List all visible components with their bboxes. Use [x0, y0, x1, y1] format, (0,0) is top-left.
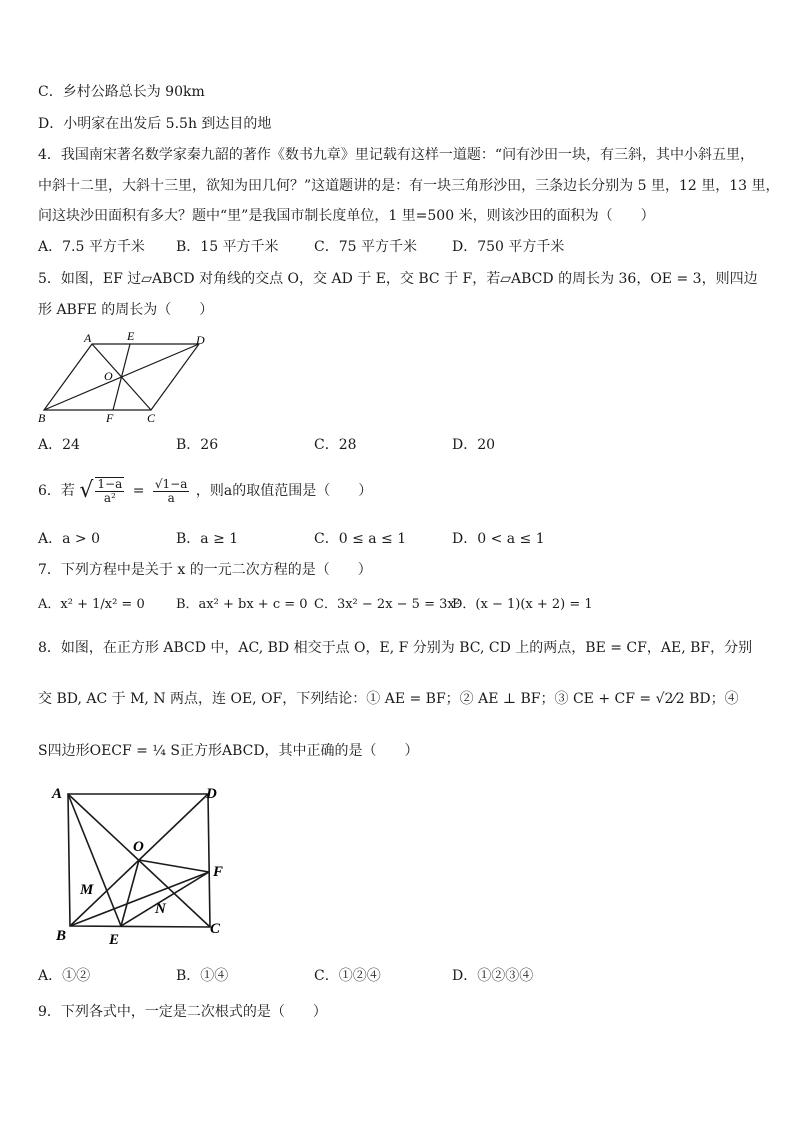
label-n: N — [155, 901, 166, 917]
q4-stem-line3: 问这块沙田面积有多大？题中“里”是我国市制长度单位，1 里=500 米，则该沙田的面积为（ ） — [38, 208, 655, 224]
q4-option-d: D．750 平方千米 — [452, 239, 565, 255]
q5-stem-line2: 形 ABFE 的周长为（ ） — [38, 302, 214, 318]
label-f: F — [213, 864, 224, 880]
q6-right-numerator: √1−a — [154, 476, 188, 491]
label-a: A — [52, 786, 63, 802]
q3-option-d: D．小明家在出发后 5.5h 到达目的地 — [38, 116, 272, 132]
label-d: D — [206, 786, 217, 802]
q8-option-d: D．①②③④ — [452, 968, 534, 984]
q7-option-d: D．(x − 1)(x + 2) = 1 — [452, 597, 593, 612]
label-d: D — [196, 333, 205, 347]
q4-option-a: A．7.5 平方千米 — [38, 239, 145, 255]
q6-suffix: ，则a的取值范围是（ ） — [195, 483, 373, 499]
label-b: B — [38, 411, 46, 425]
q6-stem: 6．若 √ $\frac{1-a}{\text{a²}}$ = $\frac{√1-a}{a}$ ，则a的取值范围是（ ） — [38, 476, 373, 505]
label-o: O — [104, 369, 113, 383]
q8-stem-line1: 8．如图，在正方形 ABCD 中，AC, BD 相交于点 O，E, F 分别为 BC, CD 上的两点，BE = CF，AE, BF，分别 — [38, 640, 753, 656]
q6-option-b: B．a ≥ 1 — [176, 531, 239, 547]
label-c: C — [210, 921, 221, 937]
q5-option-d: D．20 — [452, 437, 496, 453]
q4-option-c: C．75 平方千米 — [314, 239, 417, 255]
q7-option-a: A．x² + 1/x² = 0 — [38, 597, 145, 612]
q6-option-c: C．0 ≤ a ≤ 1 — [314, 531, 407, 547]
segment-bf — [70, 872, 209, 926]
q6-prefix: 6．若 — [38, 483, 75, 499]
label-e: E — [127, 329, 135, 343]
q6-sqrt-left: √ $\frac{1-a}{\text{a²}}$ — [79, 477, 123, 505]
q5-parallelogram-figure — [34, 328, 214, 426]
q6-left-numerator: 1−a — [97, 477, 123, 491]
label-m: M — [80, 882, 94, 898]
q8-option-c: C．①②④ — [314, 968, 381, 984]
label-a: A — [84, 331, 92, 345]
q9-stem: 9．下列各式中，一定是二次根式的是（ ） — [38, 1004, 327, 1020]
label-b: B — [56, 928, 67, 944]
q8-square-figure — [44, 780, 240, 950]
q6-option-d: D．0 < a ≤ 1 — [452, 531, 545, 547]
q8-stem-line2: 交 BD, AC 于 M, N 两点，连 OE, OF，下列结论：① AE = BF；② AE ⊥ BF；③ CE + CF = √2⁄2 BD；④ — [38, 691, 739, 707]
q4-stem-line2: 中斜十二里，大斜十三里，欲知为田几何？”这道题讲的是：有一块三角形沙田，三条边长分别为 5 里，12 里，13 里， — [38, 178, 780, 194]
segment-ef — [113, 344, 130, 410]
q6-right-denominator: a — [167, 490, 175, 505]
q4-stem-line1: 4．我国南宋著名数学家秦九韶的著作《数书九章》里记载有这样一道题：“问有沙田一块，有三斜，其中小斜五里， — [38, 147, 755, 163]
q7-option-c: C．3x² − 2x − 5 = 3x² — [314, 597, 460, 612]
q7-option-b: B．ax² + bx + c = 0 — [176, 597, 308, 612]
segment-ae — [68, 794, 121, 926]
q5-option-c: C．28 — [314, 437, 357, 453]
q6-option-a: A．a > 0 — [38, 531, 100, 547]
q4-option-b: B．15 平方千米 — [176, 239, 279, 255]
q5-stem-line1: 5．如图，EF 过▱ABCD 对角线的交点 O，交 AD 于 E，交 BC 于 F，若▱ABCD 的周长为 36，OE = 3，则四边 — [38, 271, 758, 287]
q8-option-a: A．①② — [38, 968, 91, 984]
q6-left-denominator: a² — [103, 491, 116, 505]
q5-option-a: A．24 — [38, 437, 80, 453]
q8-stem-line3: S四边形OECF = ¼ S正方形ABCD，其中正确的是（ ） — [38, 743, 419, 759]
label-c: C — [147, 411, 156, 425]
q3-option-c: C．乡村公路总长为 90km — [38, 84, 205, 100]
label-o: O — [133, 839, 144, 855]
q7-stem: 7．下列方程中是关于 x 的一元二次方程的是（ ） — [38, 562, 372, 578]
q8-option-b: B．①④ — [176, 968, 229, 984]
q5-option-b: B．26 — [176, 437, 219, 453]
label-f: F — [106, 411, 114, 425]
label-e: E — [109, 932, 120, 948]
